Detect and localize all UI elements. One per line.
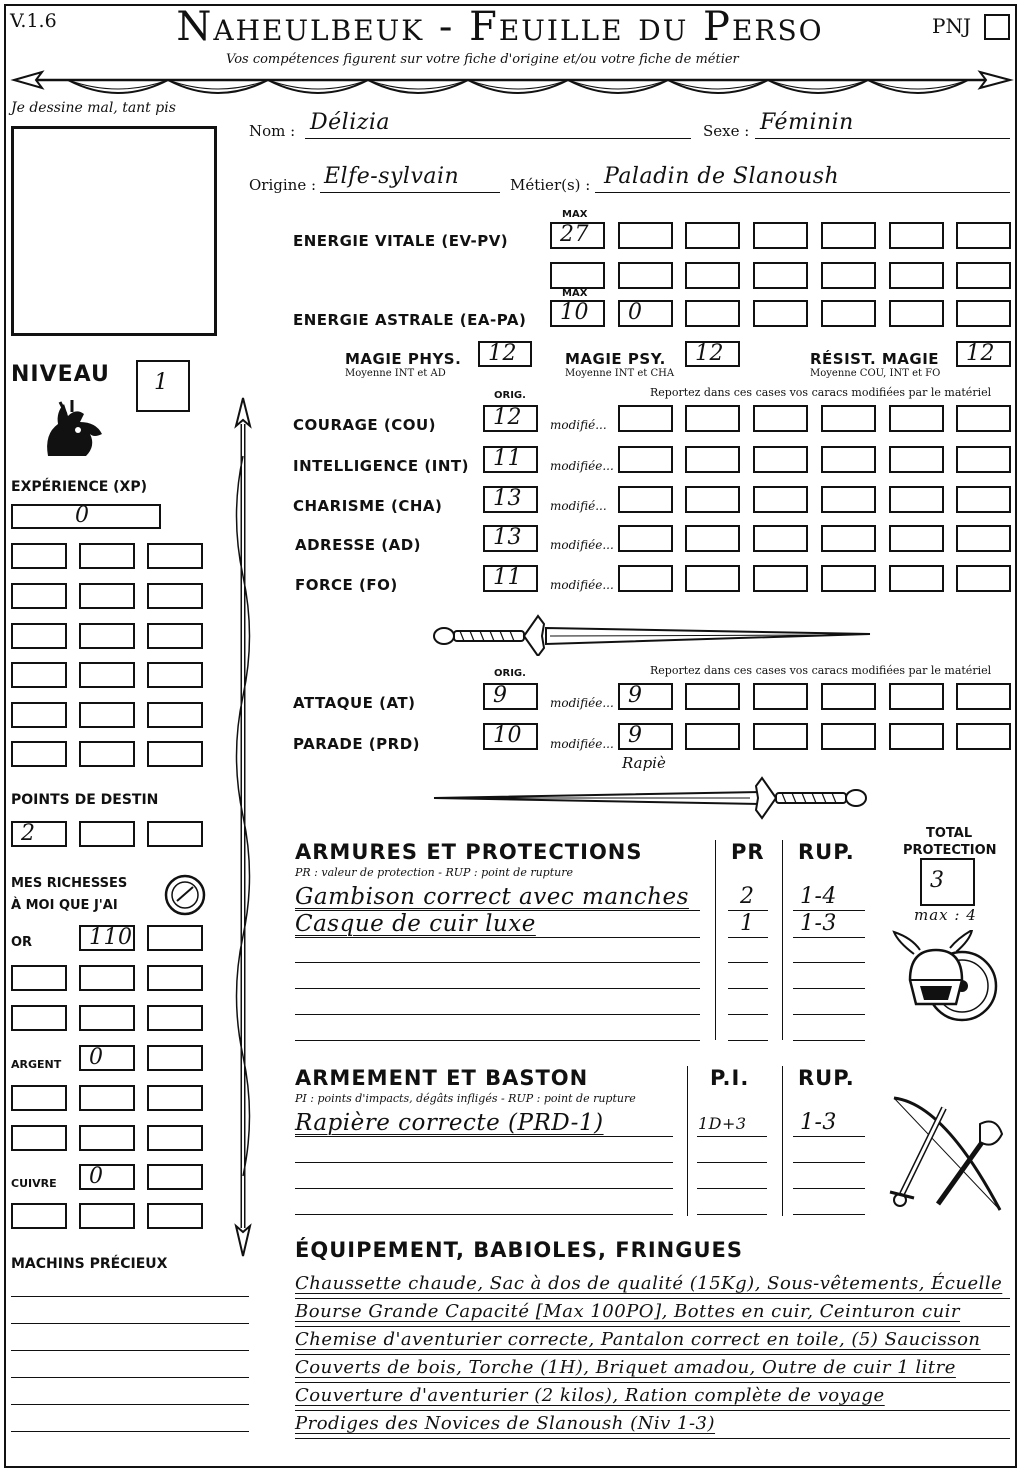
equipment-title: ÉQUIPEMENT, BABIOLES, FRINGUES [295,1238,743,1262]
xp-grid-box[interactable] [11,702,67,728]
stat-mod-box[interactable] [956,525,1011,552]
ea-label: ENERGIE ASTRALE (EA-PA) [293,311,527,329]
stat-orig-box[interactable]: 13 [483,525,538,552]
combat-mod-box[interactable] [753,723,808,750]
equipment-line[interactable]: Chemise d'aventurier correcte, Pantalon correct en toile, (5) Saucisson [295,1329,981,1350]
stat-mod-box[interactable] [956,446,1011,473]
ea-box[interactable] [956,300,1011,327]
nom-value[interactable]: Délizia [310,110,390,135]
ev-box[interactable] [685,262,740,289]
or-box[interactable] [147,925,203,951]
xp-grid-box[interactable] [79,662,135,688]
total-protection-box[interactable]: 3 [920,858,975,906]
xp-box[interactable]: 0 [11,504,161,529]
argent-box[interactable]: 0 [79,1045,135,1071]
ea-max-label: MAX [562,288,588,299]
combat-orig-label: ORIG. [494,668,526,679]
xp-grid-box[interactable] [11,583,67,609]
ev-box[interactable] [753,262,808,289]
helmet-shield-icon [890,930,1000,1034]
cuivre-box[interactable] [11,1203,67,1229]
combat-orig-box[interactable]: 9 [483,683,538,710]
ea-box[interactable] [753,300,808,327]
armor-title: ARMURES ET PROTECTIONS [295,840,643,864]
armor-rup[interactable]: 1-4 [800,884,837,909]
origine-value[interactable]: Elfe-sylvain [324,164,460,189]
argent-box[interactable] [147,1085,203,1111]
xp-grid-box[interactable] [147,583,203,609]
stats-note: Reportez dans ces cases vos caracs modifiées par le matériel [650,386,992,399]
stat-mod-box[interactable] [889,565,944,592]
sword-icon [430,776,875,820]
xp-grid-box[interactable] [147,543,203,569]
xp-grid-box[interactable] [79,702,135,728]
ev-box[interactable] [821,222,876,249]
equipment-line[interactable]: Couverture d'aventurier (2 kilos), Ration complète de voyage [295,1385,885,1406]
ea-box[interactable] [821,300,876,327]
equipment-line[interactable]: Prodiges des Novices de Slanoush (Niv 1-3) [295,1413,716,1434]
stat-mod-box[interactable] [753,525,808,552]
destin-label: POINTS DE DESTIN [11,792,159,808]
or-box[interactable] [79,1005,135,1031]
stat-mod-box[interactable] [685,565,740,592]
stat-mod-box[interactable] [618,525,673,552]
or-box[interactable] [79,965,135,991]
stat-mod-box[interactable] [685,405,740,432]
coin-icon [163,873,207,917]
cuivre-label: CUIVRE [11,1177,57,1190]
stat-mod-box[interactable] [889,446,944,473]
magie-psy-sub: Moyenne INT et CHA [565,368,675,379]
or-box[interactable] [147,965,203,991]
argent-box[interactable] [147,1045,203,1071]
armor-pr-header: PR [731,840,765,864]
stat-label: CHARISME (CHA) [293,497,443,515]
equipment-line[interactable]: Bourse Grande Capacité [Max 100PO], Bottes en cuir, Ceinturon cuir [295,1301,961,1322]
combat-mod-box[interactable] [685,723,740,750]
weapon-pi[interactable]: 1D+3 [698,1114,747,1133]
machins-label: MACHINS PRÉCIEUX [11,1256,168,1272]
ev-box[interactable] [550,262,605,289]
magie-psy-box[interactable]: 12 [685,341,740,367]
stat-label: COURAGE (COU) [293,416,437,434]
ev-label: ENERGIE VITALE (EV-PV) [293,232,509,250]
destin-box[interactable]: 2 [11,821,67,847]
combat-mod-box[interactable]: 9 [618,683,673,710]
armor-rup[interactable]: 1-3 [800,911,837,936]
stat-mod-label: modifiée... [550,578,614,592]
armor-name[interactable]: Casque de cuir luxe [295,911,536,937]
niveau-label: NIVEAU [11,362,110,387]
stats-orig-label: ORIG. [494,390,526,401]
ea-box[interactable] [889,300,944,327]
metier-value[interactable]: Paladin de Slanoush [604,164,840,189]
armor-pr[interactable]: 2 [740,884,755,909]
xp-grid-box[interactable] [11,623,67,649]
xp-grid-box[interactable] [147,623,203,649]
ev-max-label: MAX [562,209,588,220]
combat-note: Reportez dans ces cases vos caracs modifiées par le matériel [650,664,992,677]
cuivre-box[interactable]: 0 [79,1164,135,1190]
xp-grid-box[interactable] [11,662,67,688]
xp-grid-box[interactable] [11,741,67,767]
argent-box[interactable] [79,1085,135,1111]
pnj-label: PNJ [932,14,971,38]
combat-mod-box[interactable]: 9 [618,723,673,750]
resist-magie-sub: Moyenne COU, INT et FO [810,368,941,379]
stat-mod-box[interactable] [821,486,876,513]
stat-mod-box[interactable] [821,565,876,592]
combat-mod-box[interactable] [821,723,876,750]
stat-mod-box[interactable] [618,486,673,513]
stat-mod-box[interactable] [821,525,876,552]
xp-grid-box[interactable] [147,702,203,728]
combat-mod-box[interactable] [956,683,1011,710]
xp-grid-box[interactable] [79,543,135,569]
weapons-pi-header: P.I. [710,1066,750,1090]
stat-mod-box[interactable] [618,446,673,473]
richesses-label: MES RICHESSES [11,876,128,891]
origine-label: Origine : [249,176,317,194]
stat-mod-box[interactable] [685,525,740,552]
xp-grid-box[interactable] [147,662,203,688]
niveau-box[interactable]: 1 [136,360,190,412]
pnj-checkbox[interactable] [984,14,1010,40]
stat-mod-box[interactable] [956,486,1011,513]
stat-mod-box[interactable] [889,486,944,513]
page-subtitle: Vos compétences figurent sur votre fiche d'origine et/ou votre fiche de métier [226,52,739,67]
xp-grid-box[interactable] [79,623,135,649]
armor-name[interactable]: Gambison correct avec manches [295,884,689,910]
weapon-name[interactable]: Rapière correcte (PRD-1) [295,1110,604,1136]
stat-mod-box[interactable] [685,446,740,473]
combat-label: ATTAQUE (AT) [293,694,416,712]
combat-mod-box[interactable] [685,683,740,710]
argent-box[interactable] [79,1125,135,1151]
weapons-icon [884,1094,1008,1218]
combat-mod-box[interactable] [753,683,808,710]
ev-box[interactable] [685,222,740,249]
total-protection-label: PROTECTION [903,843,997,858]
stat-mod-label: modifié... [550,418,607,432]
stat-orig-box[interactable]: 11 [483,446,538,473]
stat-orig-box[interactable]: 13 [483,486,538,513]
combat-label: PARADE (PRD) [293,735,421,753]
page-title: Naheulbeuk - Feuille du Perso [176,4,824,50]
richesses-label: À MOI QUE J'AI [11,898,118,913]
ev-box[interactable] [618,222,673,249]
total-protection-max: max : 4 [914,906,977,924]
magie-phys-label: MAGIE PHYS. [345,350,462,368]
stat-mod-box[interactable] [618,565,673,592]
stat-mod-box[interactable] [956,405,1011,432]
destin-box[interactable] [147,821,203,847]
or-box[interactable] [11,1005,67,1031]
or-label: OR [11,935,33,950]
stat-mod-box[interactable] [821,446,876,473]
argent-box[interactable] [11,1125,67,1151]
destin-box[interactable] [79,821,135,847]
argent-label: ARGENT [11,1058,62,1071]
stat-mod-box[interactable] [753,405,808,432]
combat-mod-box[interactable] [956,723,1011,750]
armor-pr[interactable]: 1 [740,911,755,936]
stat-orig-box[interactable]: 11 [483,565,538,592]
ev-box[interactable] [821,262,876,289]
combat-mod-box[interactable] [821,683,876,710]
combat-mod-label: modifiée... [550,696,614,710]
xp-grid-box[interactable] [79,583,135,609]
sexe-value[interactable]: Féminin [760,110,854,135]
magie-psy-label: MAGIE PSY. [565,350,666,368]
cuivre-box[interactable] [147,1164,203,1190]
armor-sub: PR : valeur de protection - RUP : point de rupture [295,866,573,879]
ev-box[interactable] [753,222,808,249]
xp-grid-box[interactable] [11,543,67,569]
ea-box[interactable] [685,300,740,327]
stat-orig-box[interactable]: 12 [483,405,538,432]
dragon-icon [38,394,108,464]
ev-max-box[interactable]: 27 [550,222,605,249]
resist-magie-box[interactable]: 12 [956,341,1011,367]
portrait-label: Je dessine mal, tant pis [11,100,176,116]
ev-box[interactable] [889,262,944,289]
stat-mod-box[interactable] [753,486,808,513]
sexe-label: Sexe : [703,122,750,140]
stat-mod-label: modifiée... [550,459,614,473]
stat-mod-label: modifiée... [550,538,614,552]
or-box[interactable] [11,965,67,991]
metier-label: Métier(s) : [510,176,591,194]
argent-box[interactable] [11,1085,67,1111]
ev-box[interactable] [618,262,673,289]
spear-icon [226,396,260,1260]
ev-box[interactable] [956,222,1011,249]
or-box[interactable]: 110 [79,925,135,951]
resist-magie-label: RÉSIST. MAGIE [810,350,940,368]
version: V.1.6 [10,10,57,32]
stat-mod-box[interactable] [889,525,944,552]
xp-grid-box[interactable] [79,741,135,767]
total-protection-label: TOTAL [926,826,973,841]
combat-mod-box[interactable] [889,723,944,750]
combat-mod-box[interactable] [889,683,944,710]
ea-current-box[interactable]: 0 [618,300,673,327]
stat-mod-box[interactable] [821,405,876,432]
sword-icon [430,612,875,656]
stat-mod-box[interactable] [685,486,740,513]
stat-mod-box[interactable] [956,565,1011,592]
xp-label: EXPÉRIENCE (XP) [11,479,148,495]
nom-label: Nom : [249,122,296,140]
ev-box[interactable] [956,262,1011,289]
weapon-rup[interactable]: 1-3 [800,1110,837,1135]
cuivre-box[interactable] [79,1203,135,1229]
magie-phys-sub: Moyenne INT et AD [345,368,446,379]
or-box[interactable] [147,1005,203,1031]
ea-max-box[interactable]: 10 [550,300,605,327]
stat-mod-label: modifié... [550,499,607,513]
equipment-line[interactable]: Couverts de bois, Torche (1H), Briquet amadou, Outre de cuir 1 litre [295,1357,956,1378]
portrait-box[interactable] [11,126,217,336]
combat-note-under: Rapiè [622,754,666,772]
argent-box[interactable] [147,1125,203,1151]
stat-label: FORCE (FO) [295,576,398,594]
stat-label: ADRESSE (AD) [295,536,422,554]
cuivre-box[interactable] [147,1203,203,1229]
stat-mod-box[interactable] [753,565,808,592]
equipment-line[interactable]: Chaussette chaude, Sac à dos de qualité (15Kg), Sous-vêtements, Écuelle [295,1273,1003,1294]
ev-box[interactable] [889,222,944,249]
stat-label: INTELLIGENCE (INT) [293,457,469,475]
weapons-title: ARMEMENT ET BASTON [295,1066,589,1090]
combat-mod-label: modifiée... [550,737,614,751]
magie-phys-box[interactable]: 12 [478,341,532,367]
weapons-sub: PI : points d'impacts, dégâts infligés - RUP : point de rupture [295,1092,636,1105]
xp-grid-box[interactable] [147,741,203,767]
combat-orig-box[interactable]: 10 [483,723,538,750]
stat-mod-box[interactable] [753,446,808,473]
armor-rup-header: RUP. [798,840,855,864]
stat-mod-box[interactable] [618,405,673,432]
weapons-rup-header: RUP. [798,1066,855,1090]
stat-mod-box[interactable] [889,405,944,432]
